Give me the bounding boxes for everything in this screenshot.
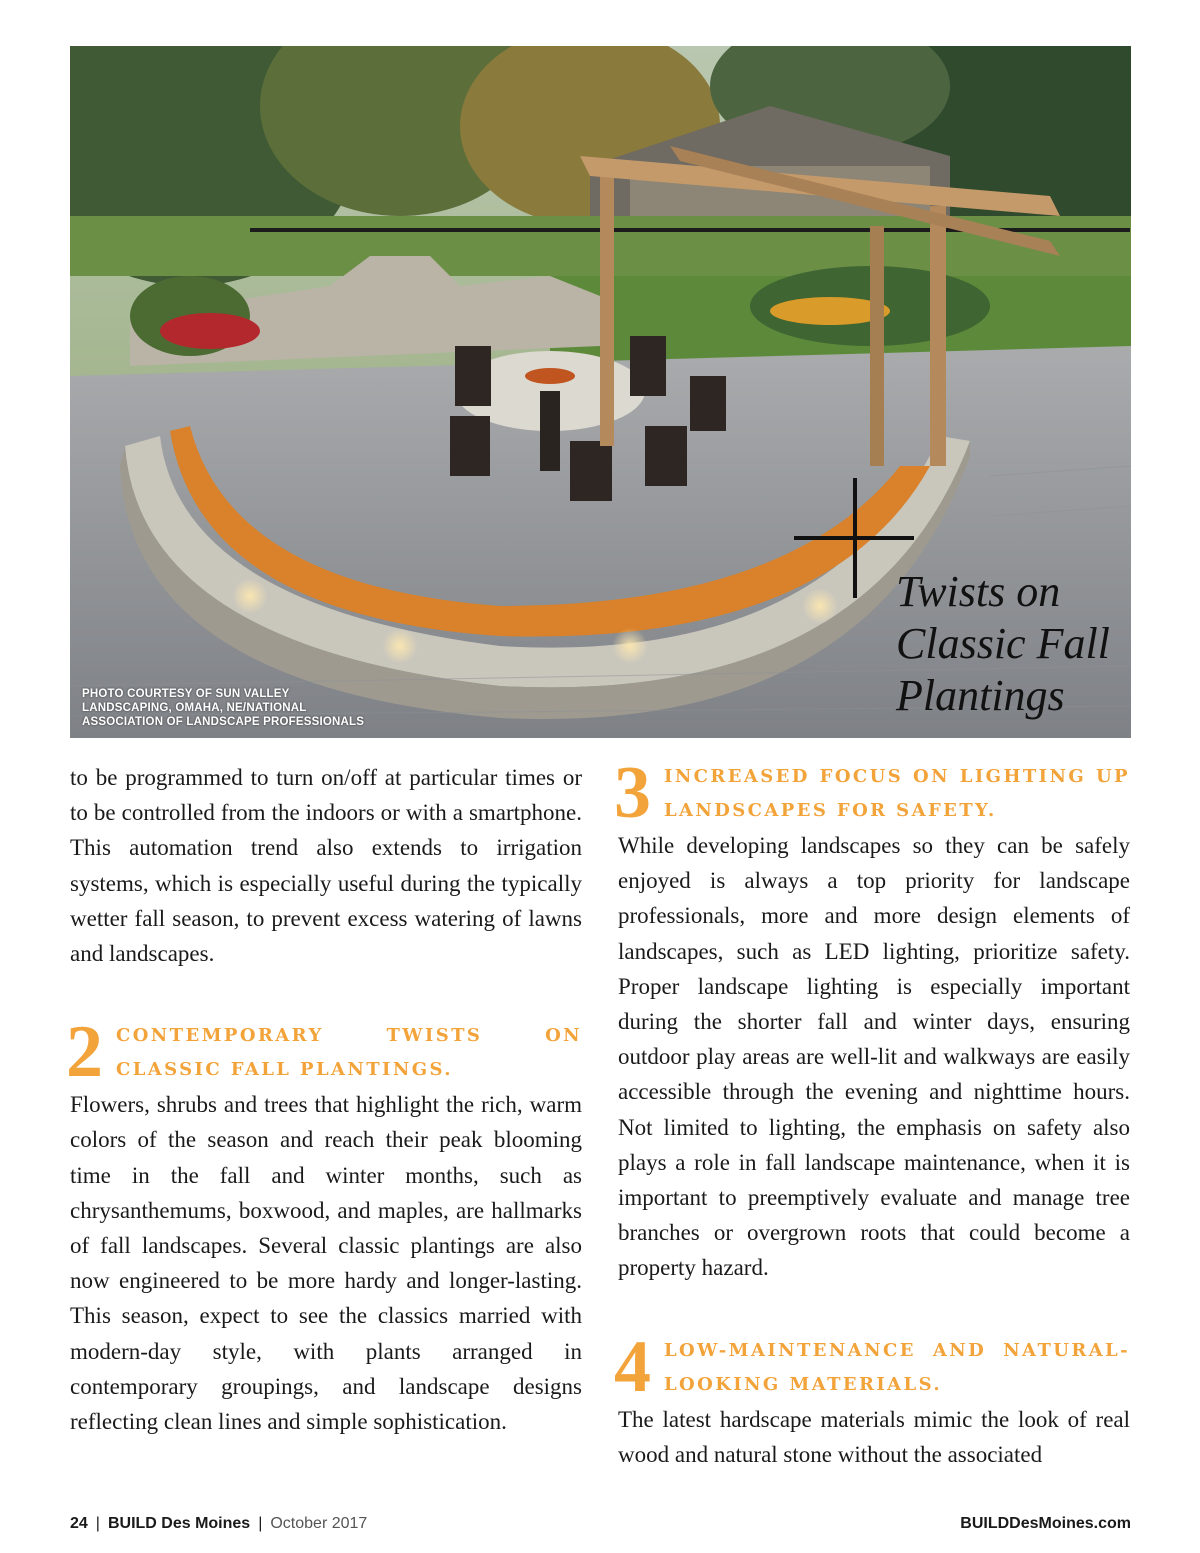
- section-heading: [614, 1325, 1130, 1408]
- feature-photo: [70, 46, 1131, 738]
- section-title: LOW-MAINTENANCE AND NATURAL-LOOKING MATERIALS.: [664, 1339, 1130, 1395]
- right-column: [614, 752, 1130, 1472]
- section-3: [614, 752, 1130, 1286]
- photo-overlay-title: Twists on Classic Fall Plantings: [896, 567, 1110, 720]
- website-link[interactable]: BUILDDesMoines.com: [960, 1515, 1131, 1532]
- section-body: Flowers, shrubs and trees that highlight the rich, warm colors of the season and reach their peak blooming time in the fall and winter months, such as chrysanthemums, boxwood, and maples, are hallmarks of fall landscapes. Several classic plantings are also now engineered to be more hardy and longer-lasting. This season, expect to see the classics married with modern-day style, with plants arranged in contemporary groupings, and landscape designs reflecting clean lines and simple sophistication.: [70, 1092, 582, 1435]
- left-column: [66, 760, 582, 1439]
- section-number: 3: [614, 752, 651, 834]
- section-spacer: [618, 1286, 1130, 1334]
- section-body: While developing landscapes so they can be safely enjoyed is always a top priority for landscape professionals, more and more design elements of landscapes, such as LED lighting, prioritize safety. Proper landscape lighting is especially important during the shorter fall and winter days, ensuring outdoor play areas are well-lit and walkways are easily accessible through the evening and nighttime hours. Not limited to lighting, the emphasis on safety also plays a role in fall landscape maintenance, when it is important to preemptively evaluate and manage tree branches or overgrown roots that could become a property hazard.: [618, 833, 1130, 1281]
- section-2: [66, 1011, 582, 1439]
- section-title: INCREASED FOCUS ON LIGHTING UP LANDSCAPES FOR SAFETY.: [664, 766, 1130, 821]
- section-body: The latest hardscape materials mimic the look of real wood and natural stone without the associated: [618, 1406, 1130, 1467]
- section-number: 2: [66, 1011, 103, 1094]
- footer-separator: |: [258, 1515, 263, 1532]
- page-footer: [70, 1515, 1131, 1539]
- photo-credit: PHOTO COURTESY OF SUN VALLEY LANDSCAPING, OMAHA, NE/NATIONAL ASSOCIATION OF LANDSCAPE PROFESSIONALS: [82, 688, 365, 728]
- section-4: [614, 1325, 1130, 1472]
- section-spacer: [70, 971, 582, 1019]
- section-number: 4: [614, 1325, 651, 1408]
- section-heading: [66, 1011, 582, 1094]
- footer-folio: [70, 1515, 367, 1533]
- section-heading: [614, 752, 1130, 834]
- issue-date: October 2017: [270, 1515, 368, 1532]
- intro-paragraph: to be programmed to turn on/off at particular times or to be controlled from the indoors or with a smartphone. This automation trend also extends to irrigation systems, which is especially useful during the typically wetter fall season, to prevent excess watering of lawns and landscapes.: [70, 765, 582, 967]
- footer-separator: |: [95, 1515, 100, 1532]
- page-number: 24: [70, 1515, 88, 1532]
- section-title: CONTEMPORARY TWISTS ON CLASSIC FALL PLANTINGS.: [116, 1025, 582, 1081]
- publication-name: BUILD Des Moines: [107, 1515, 251, 1532]
- plus-mark-horizontal: [794, 536, 914, 540]
